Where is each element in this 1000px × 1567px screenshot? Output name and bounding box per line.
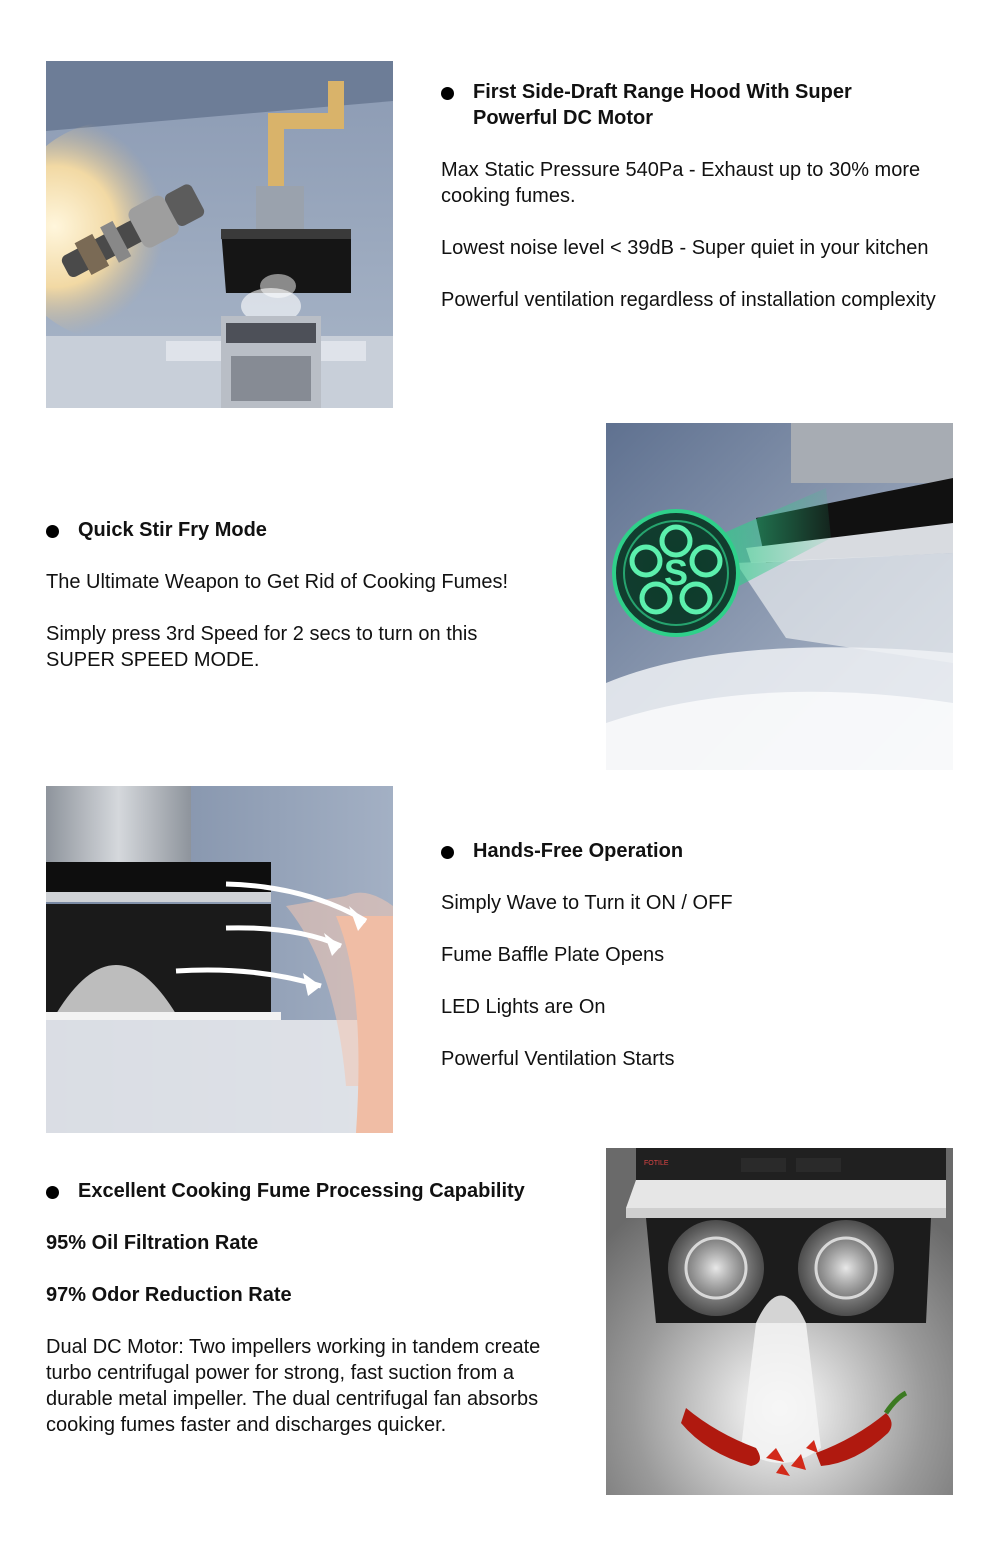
hands-free-image [46, 786, 393, 1133]
section-motor-paragraph: Powerful ventilation regardless of installation complexity [441, 289, 936, 311]
section-stir-fry-paragraph: Simply press 3rd Speed for 2 secs to turn on this SUPER SPEED MODE. [46, 623, 478, 671]
section-motor-heading [441, 79, 941, 131]
section-fume-processing-paragraph: Dual DC Motor: Two impellers working in tandem create turbo centrifugal power for strong, fast suction from a durable metal impeller. The dual centrifugal fan absorbs cooking fumes faster and discharges quicker. [46, 1336, 541, 1436]
brand-logo-text: FOTILE [644, 1160, 669, 1167]
section-hands-free-paragraph: Fume Baffle Plate Opens [441, 944, 665, 966]
section-motor-heading-text: First Side-Draft Range Hood With Super Powerful DC Motor [473, 81, 852, 129]
bullet-icon [46, 525, 59, 538]
section-motor-paragraph: Max Static Pressure 540Pa - Exhaust up to 30% more cooking fumes. [441, 159, 921, 207]
section-stir-fry-heading-text: Quick Stir Fry Mode [78, 519, 267, 541]
oil-filtration-rate: 95% Oil Filtration Rate [46, 1232, 259, 1254]
bullet-icon [46, 1186, 59, 1199]
section-motor-paragraph: Lowest noise level < 39dB - Super quiet in your kitchen [441, 237, 929, 259]
stir-fry-mode-image [606, 423, 953, 770]
section-fume-processing-heading [46, 1178, 566, 1204]
section-fume-processing [46, 1178, 566, 1438]
section-hands-free-paragraph: Powerful Ventilation Starts [441, 1048, 675, 1070]
dual-motor-image [606, 1148, 953, 1495]
stir-fry-s-letter: S [663, 552, 689, 593]
section-hands-free-paragraph: LED Lights are On [441, 996, 606, 1018]
bullet-icon [441, 846, 454, 859]
motor-kitchen-image [46, 61, 393, 408]
section-hands-free-heading-text: Hands-Free Operation [473, 840, 684, 862]
section-stir-fry [46, 517, 566, 673]
section-fume-processing-heading-text: Excellent Cooking Fume Processing Capability [78, 1180, 525, 1202]
section-hands-free [441, 838, 941, 1072]
section-motor [441, 79, 941, 313]
section-hands-free-heading [441, 838, 941, 864]
section-stir-fry-heading [46, 517, 566, 543]
odor-reduction-rate: 97% Odor Reduction Rate [46, 1284, 292, 1306]
section-hands-free-paragraph: Simply Wave to Turn it ON / OFF [441, 892, 733, 914]
section-stir-fry-paragraph: The Ultimate Weapon to Get Rid of Cooking Fumes! [46, 571, 509, 593]
bullet-icon [441, 87, 454, 100]
